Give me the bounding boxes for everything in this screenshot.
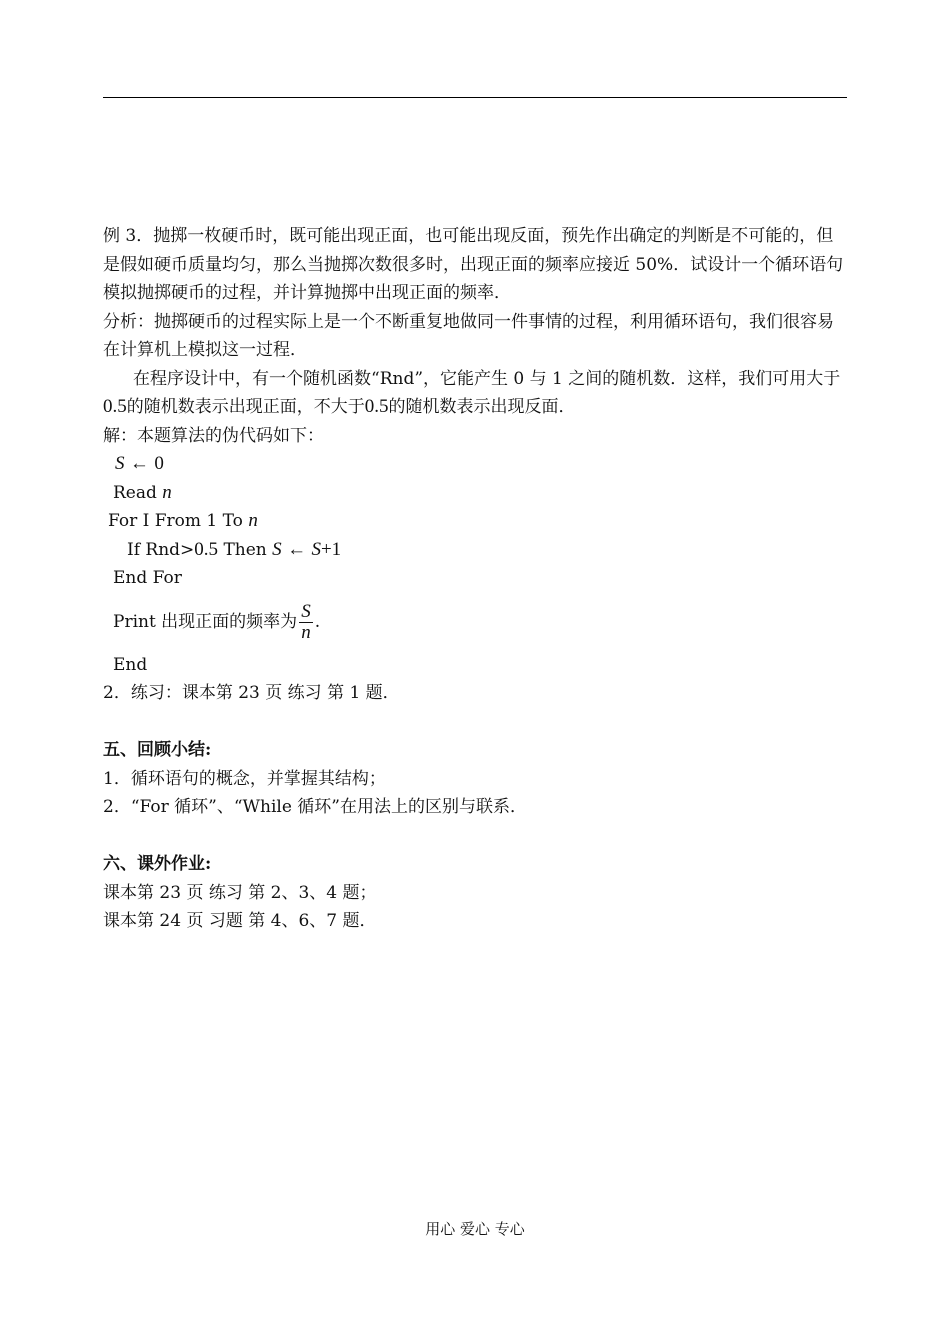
rnd-text-b: 的随机数表示出现正面，不大于 [126,397,365,417]
summary-heading: 五、回顾小结: [103,740,212,760]
homework-item: 课本第 24 页 习题 第 4、6、7 题． [103,911,377,931]
fraction-denominator: n [301,621,311,643]
var-s: S [311,538,321,560]
end-for-keyword: End For [113,568,182,588]
then-keyword: Then [223,539,267,560]
code-line-if [103,536,847,565]
rnd-text-a: 在程序设计中，有一个随机函数“Rnd”，它能产生 0 与 1 之间的随机数．这样，我们可用大于 [133,368,841,389]
homework-item: 课本第 23 页 练习 第 2、3、4 题； [103,882,377,903]
code-line-read [103,479,847,508]
read-keyword: Read [113,482,157,503]
solution-intro: 解：本题算法的伪代码如下： [103,425,324,446]
period: . [314,611,321,632]
half-value: 0.5 [194,538,219,560]
analysis-paragraph: 分析：抛掷硬币的过程实际上是一个不断重复地做同一件事情的过程，利用循环语句，我们很容易在计算机上模拟这一过程． [103,311,834,360]
code-line-print [103,593,847,651]
print-keyword: Print 出现正面的频率为 [113,611,298,632]
header-rule [103,97,847,98]
plus-one: +1 [320,538,342,560]
document-body [103,222,847,936]
rnd-text-c: 的随机数表示出现反面． [388,397,576,417]
frequency-fraction [299,602,313,643]
assign-arrow: ← [129,453,149,474]
code-line-init [103,450,847,479]
fraction-numerator: S [301,600,311,622]
practice-line: 2．练习：课本第 23 页 练习 第 1 题． [103,683,400,703]
end-keyword: End [113,654,148,675]
half-value-2: 0.5 [364,396,389,417]
var-s: S [272,538,282,560]
if-keyword: If Rnd> [127,539,195,560]
page-footer: 用心 爱心 专心 [425,1220,525,1238]
var-s: S [115,453,125,474]
homework-heading: 六、课外作业: [103,854,212,874]
code-line-end [103,651,847,680]
code-line-endfor [103,564,847,593]
code-line-for [103,507,847,536]
zero-value: 0 [154,453,164,474]
summary-item: 1．循环语句的概念，并掌握其结构； [103,768,386,789]
for-keyword: For I From 1 To [108,511,243,531]
assign-arrow: ← [287,538,307,560]
rnd-paragraph [103,365,847,422]
example-paragraph: 例 3．抛掷一枚硬币时，既可能出现正面，也可能出现反面，预先作出确定的判断是不可能的，但是假如硬币质量均匀，那么当抛掷次数很多时，出现正面的频率应接近 50%．试设计一个循环语句模拟抛掷硬币的过程，并计算抛掷中出现正面的频率． [103,226,844,303]
summary-item: 2．“For 循环”、“While 循环”在用法上的区别与联系． [103,797,527,817]
var-n: n [248,510,258,531]
pseudocode-block [103,450,847,679]
var-n: n [162,481,172,503]
half-value-1: 0.5 [103,396,127,417]
